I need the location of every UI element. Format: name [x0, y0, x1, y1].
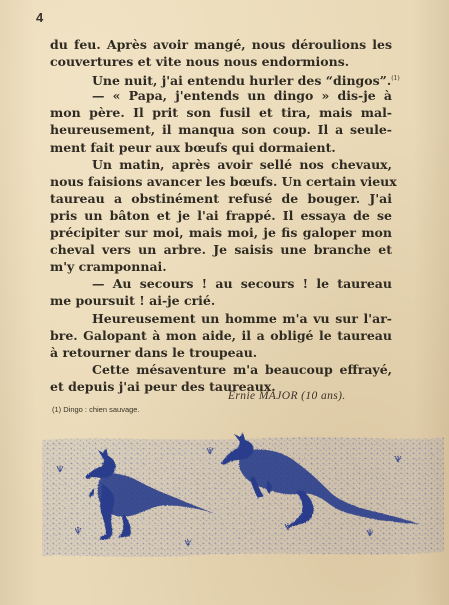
text-line: Heureusement un homme m'a vu sur l'ar- — [92, 310, 392, 326]
page-number: 4 — [36, 10, 44, 25]
footnote: (1) Dingo : chien sauvage. — [52, 405, 140, 414]
text-line: — Au secours ! au secours ! le taureau — [92, 276, 392, 292]
text-line: nous faisions avancer les bœufs. Un certain vieux — [50, 173, 397, 189]
text-line: — « Papa, j'entends un dingo » dis-je à — [92, 88, 392, 104]
text-line: cheval vers un arbre. Je saisis une branche et — [50, 242, 392, 258]
text-line: taureau a obstinément refusé de bouger. J'ai — [50, 190, 392, 206]
text-line: bre. Galopant à mon aide, il a obligé le taureau — [50, 327, 392, 343]
text-line: Cette mésaventure m'a beaucoup effrayé, — [92, 361, 392, 377]
story-text — [50, 36, 400, 395]
text-line: à retourner dans le troupeau. — [50, 344, 258, 360]
text-line: et depuis j'ai peur des taureaux. — [50, 378, 276, 394]
text-line: mon père. Il prit son fusil et tira, mais mal- — [50, 105, 392, 121]
text-line: ment fait peur aux bœufs qui dormaient. — [50, 139, 336, 155]
author-signature: Ernie MAJOR (10 ans). — [228, 390, 346, 402]
text-line: du feu. Après avoir mangé, nous déroulions les — [50, 37, 392, 52]
text-line — [50, 70, 400, 89]
text-line: couvertures et vite nous nous endormions. — [50, 54, 350, 70]
text-line-content: Une nuit, j'ai entendu hurler des “dingos”. — [92, 73, 392, 89]
kangaroo-illustration — [40, 432, 446, 566]
footnote-marker: (1) — [391, 75, 400, 83]
text-line: précipiter sur moi, mais moi, je fis galoper mon — [50, 225, 392, 241]
text-line: heureusement, il manqua son coup. Il a seule- — [50, 122, 392, 138]
text-line: pris un bâton et je l'ai frappé. Il essaya de se — [50, 207, 392, 223]
text-line: m'y cramponnai. — [50, 259, 167, 275]
text-line: me poursuit ! ai-je crié. — [50, 293, 216, 309]
text-line: Un matin, après avoir sellé nos chevaux, — [92, 156, 392, 172]
